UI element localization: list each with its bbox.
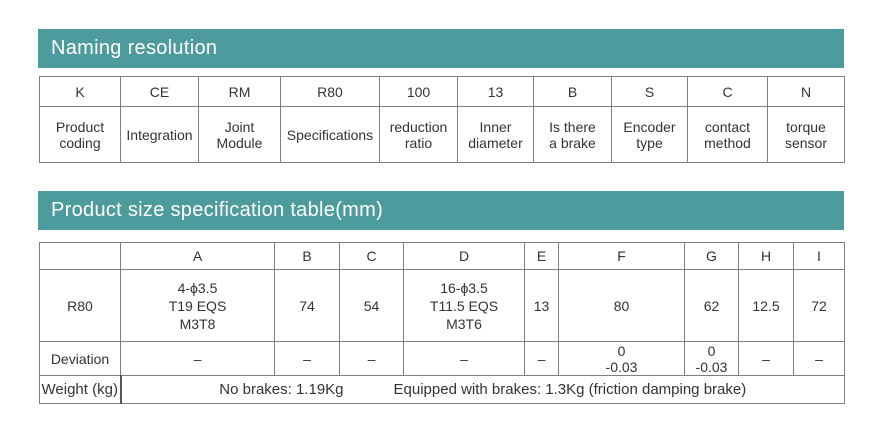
tolerance-lower: -0.03 [695,358,728,375]
weight-with-brakes: Equipped with brakes: 1.3Kg (friction damping brake) [393,380,747,398]
header-cell: B [275,243,340,270]
deviation-cell-g [685,342,739,376]
meaning-line: diameter [468,134,523,151]
header-cell: G [685,243,739,270]
row-label: R80 [40,270,121,342]
value-line: T19 EQS [168,297,227,314]
value-line: 4-ϕ3.5 [177,279,218,296]
code-cell: CE [121,77,199,107]
size-table-banner [38,191,844,230]
meaning-line: reduction [389,118,448,135]
naming-resolution-banner [38,29,844,68]
deviation-cell-c: – [340,342,404,376]
deviation-cell-f [559,342,685,376]
code-cell: C [688,77,768,107]
meaning-cell [612,107,688,163]
header-cell: I [794,243,845,270]
value-cell-e: 13 [525,270,559,342]
meaning-cell [40,107,121,163]
meaning-cell [688,107,768,163]
meaning-line: Specifications [286,126,374,143]
weight-row [40,376,845,404]
value-cell-c: 54 [340,270,404,342]
row-label: Deviation [40,342,121,376]
meaning-line: Joint [224,118,255,135]
meaning-line: contact [704,118,751,135]
meaning-cell [281,107,380,163]
deviation-cell-d: – [404,342,525,376]
header-cell: A [121,243,275,270]
header-cell: F [559,243,685,270]
value-cell-i: 72 [794,270,845,342]
meaning-line: Module [216,134,263,151]
deviation-cell-e: – [525,342,559,376]
value-cell-b: 74 [275,270,340,342]
meaning-line: Is there [549,118,596,135]
naming-resolution-title: Naming resolution [51,37,218,59]
meaning-cell [768,107,845,163]
code-cell: B [534,77,612,107]
meaning-cell [121,107,199,163]
weight-value-cell [121,376,845,404]
code-cell: 100 [380,77,458,107]
size-spec-table [39,242,845,404]
meaning-line: Encoder [623,118,676,135]
value-line: M3T8 [179,315,216,332]
value-cell-a [121,270,275,342]
meaning-line: Product [55,118,105,135]
value-cell-d [404,270,525,342]
value-cell-f: 80 [559,270,685,342]
value-cell-h: 12.5 [739,270,794,342]
r80-row [40,270,845,342]
size-header-row [40,243,845,270]
meaning-cell [534,107,612,163]
naming-table [39,76,845,163]
code-cell: RM [199,77,281,107]
tolerance-upper: 0 [707,342,716,359]
meaning-line: method [704,134,751,151]
meaning-line: Inner [479,118,512,135]
tolerance-upper: 0 [617,342,626,359]
value-line: M3T6 [446,315,482,332]
header-cell: D [404,243,525,270]
header-cell: H [739,243,794,270]
naming-meanings-row [40,107,845,163]
code-cell: N [768,77,845,107]
deviation-cell-b: – [275,342,340,376]
meaning-line: coding [59,134,101,151]
header-cell: C [340,243,404,270]
deviation-cell-h: – [739,342,794,376]
meaning-line: Integration [126,126,193,143]
meaning-line: a brake [549,134,596,151]
weight-no-brakes: No brakes: 1.19Kg [219,380,344,398]
value-line: 16-ϕ3.5 [440,279,488,296]
code-cell: S [612,77,688,107]
deviation-cell-i: – [794,342,845,376]
meaning-cell [380,107,458,163]
meaning-cell [458,107,534,163]
meaning-line: type [636,134,663,151]
row-label: Weight (kg) [40,376,121,404]
code-cell: R80 [281,77,380,107]
code-cell: K [40,77,121,107]
code-cell: 13 [458,77,534,107]
header-cell: E [525,243,559,270]
deviation-row [40,342,845,376]
deviation-cell-a: – [121,342,275,376]
size-table-title: Product size specification table(mm) [51,199,384,221]
value-cell-g: 62 [685,270,739,342]
naming-codes-row [40,77,845,107]
meaning-line: sensor [784,134,828,151]
value-line: T11.5 EQS [429,297,499,314]
meaning-line: torque [786,118,826,135]
header-cell-blank [40,243,121,270]
meaning-cell [199,107,281,163]
tolerance-lower: -0.03 [605,358,638,375]
meaning-line: ratio [404,134,433,151]
